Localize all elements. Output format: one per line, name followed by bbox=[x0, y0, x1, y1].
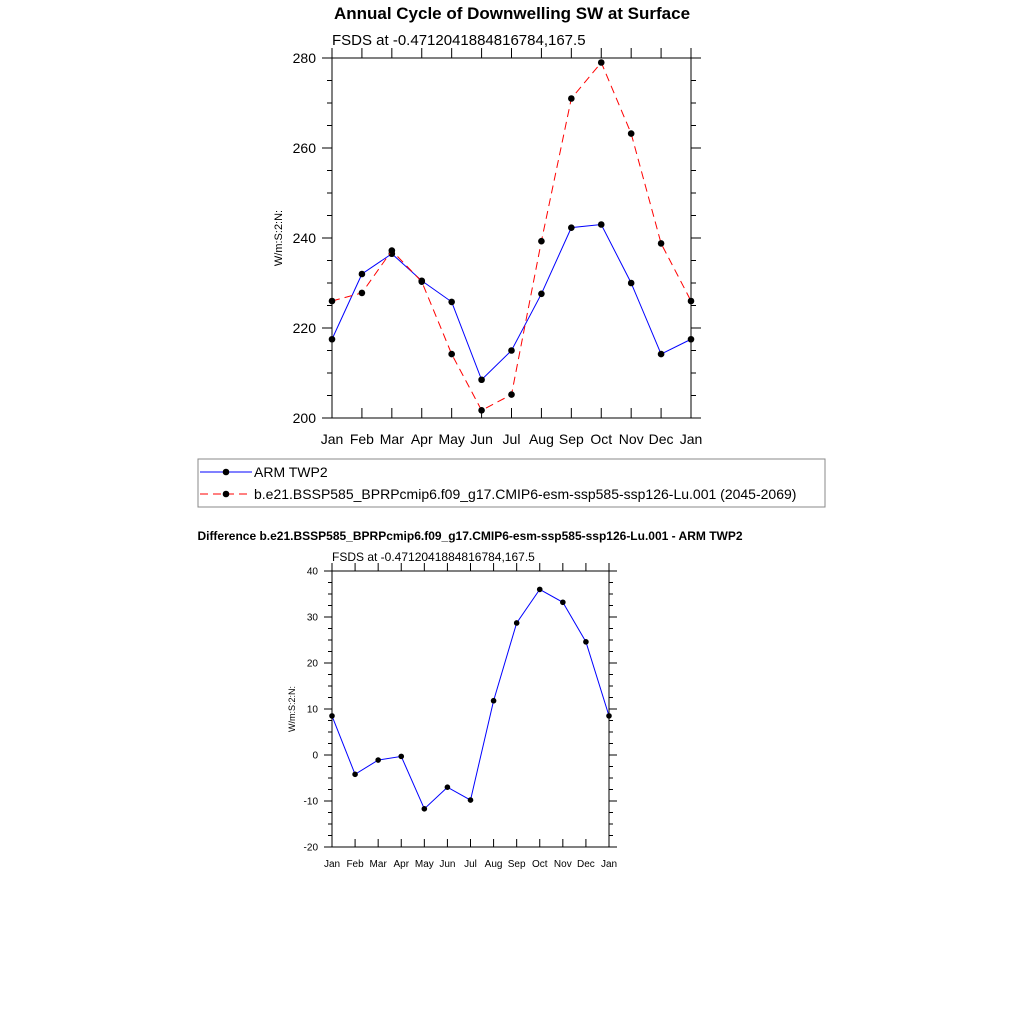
y-tick-label: 280 bbox=[292, 49, 316, 66]
data-point bbox=[658, 351, 665, 358]
data-point bbox=[398, 754, 404, 760]
data-point bbox=[598, 221, 605, 228]
chart-title: Difference b.e21.BSSP585_BPRPcmip6.f09_g17.CMIP6-esm-ssp585-ssp126-Lu.001 - ARM TWP2 bbox=[197, 529, 743, 543]
x-tick-label: Jan bbox=[679, 431, 703, 447]
data-point bbox=[508, 347, 515, 354]
x-tick-label: Jan bbox=[323, 859, 341, 870]
x-tick-label: May bbox=[414, 859, 434, 870]
data-point bbox=[329, 298, 336, 305]
x-tick-label: Jan bbox=[320, 431, 344, 447]
data-point bbox=[514, 620, 520, 626]
x-tick-label: Oct bbox=[531, 859, 548, 870]
data-point bbox=[448, 351, 455, 358]
data-point bbox=[508, 391, 515, 398]
x-tick-label: Sep bbox=[558, 431, 584, 447]
x-tick-label: Aug bbox=[528, 431, 554, 447]
data-point bbox=[688, 298, 695, 305]
chart-title: Annual Cycle of Downwelling SW at Surface bbox=[333, 4, 691, 23]
data-point bbox=[422, 806, 428, 812]
x-tick-label: Sep bbox=[507, 859, 526, 870]
y-axis-label: W/m:S:2:N: bbox=[287, 685, 297, 733]
data-point bbox=[568, 224, 575, 231]
y-tick-label: 220 bbox=[292, 319, 316, 336]
y-tick-label: 40 bbox=[306, 566, 318, 578]
x-tick-label: Apr bbox=[393, 859, 410, 870]
annual-cycle-chart bbox=[273, 4, 702, 447]
legend-marker-arm bbox=[223, 469, 230, 476]
data-point bbox=[359, 271, 366, 278]
data-point bbox=[478, 407, 485, 414]
data-point bbox=[688, 336, 695, 343]
difference-chart bbox=[197, 529, 742, 870]
y-tick-label: 0 bbox=[312, 750, 318, 762]
y-tick-label: 200 bbox=[292, 409, 316, 426]
series-line-0 bbox=[332, 225, 691, 380]
data-point bbox=[491, 698, 497, 704]
data-point bbox=[598, 59, 605, 66]
data-point bbox=[538, 291, 545, 298]
chart-subtitle: FSDS at -0.4712041884816784,167.5 bbox=[332, 32, 586, 49]
data-point bbox=[329, 336, 336, 343]
y-tick-label: 260 bbox=[292, 139, 316, 156]
data-point bbox=[448, 299, 455, 306]
data-point bbox=[445, 784, 451, 790]
plot-frame bbox=[332, 571, 609, 847]
x-tick-label: Jun bbox=[470, 431, 493, 447]
legend-marker-model bbox=[223, 491, 230, 498]
y-tick-label: 240 bbox=[292, 229, 316, 246]
x-tick-label: Dec bbox=[577, 859, 595, 870]
series-line-0 bbox=[332, 589, 609, 808]
x-tick-label: Feb bbox=[349, 431, 374, 447]
legend bbox=[198, 459, 825, 507]
x-tick-label: Jun bbox=[439, 859, 456, 870]
x-tick-label: Mar bbox=[379, 431, 404, 447]
data-point bbox=[375, 757, 381, 763]
legend-label-model: b.e21.BSSP585_BPRPcmip6.f09_g17.CMIP6-esm-ssp585-ssp126-Lu.001 (2045-2069) bbox=[254, 486, 797, 502]
data-point bbox=[583, 639, 589, 645]
legend-label-arm: ARM TWP2 bbox=[254, 464, 328, 480]
y-axis-label: W/m:S:2:N: bbox=[273, 209, 285, 267]
data-point bbox=[538, 238, 545, 245]
axes bbox=[304, 563, 618, 870]
data-point bbox=[468, 797, 474, 803]
data-point bbox=[658, 240, 665, 247]
x-tick-label: Oct bbox=[590, 431, 613, 447]
x-tick-label: Jul bbox=[464, 859, 477, 870]
data-point bbox=[606, 713, 612, 719]
x-tick-label: Feb bbox=[346, 859, 364, 870]
plot-frame bbox=[332, 58, 691, 418]
x-tick-label: Jan bbox=[600, 859, 618, 870]
data-point bbox=[537, 587, 543, 593]
x-tick-label: Jul bbox=[502, 431, 521, 447]
data-point bbox=[359, 290, 366, 297]
data-point bbox=[418, 278, 425, 285]
data-point bbox=[568, 95, 575, 102]
y-tick-label: -20 bbox=[303, 842, 318, 854]
y-tick-label: -10 bbox=[303, 796, 318, 808]
chart-subtitle: FSDS at -0.4712041884816784,167.5 bbox=[332, 550, 535, 564]
data-point bbox=[628, 130, 635, 137]
y-tick-label: 30 bbox=[306, 612, 318, 624]
data-point bbox=[389, 247, 396, 254]
data-point bbox=[628, 280, 635, 287]
series-layer bbox=[329, 587, 612, 812]
axes bbox=[293, 48, 703, 447]
y-tick-label: 10 bbox=[306, 704, 318, 716]
data-point bbox=[560, 599, 566, 605]
x-tick-label: Aug bbox=[484, 859, 503, 870]
series-line-1 bbox=[332, 63, 691, 411]
y-tick-label: 20 bbox=[306, 658, 318, 670]
x-tick-label: Apr bbox=[410, 431, 433, 447]
x-tick-label: May bbox=[438, 431, 465, 447]
data-point bbox=[352, 772, 358, 778]
x-tick-label: Mar bbox=[369, 859, 387, 870]
series-layer bbox=[329, 59, 695, 413]
x-tick-label: Nov bbox=[553, 859, 572, 870]
data-point bbox=[478, 376, 485, 383]
data-point bbox=[329, 713, 335, 719]
x-tick-label: Dec bbox=[648, 431, 674, 447]
x-tick-label: Nov bbox=[618, 431, 644, 447]
